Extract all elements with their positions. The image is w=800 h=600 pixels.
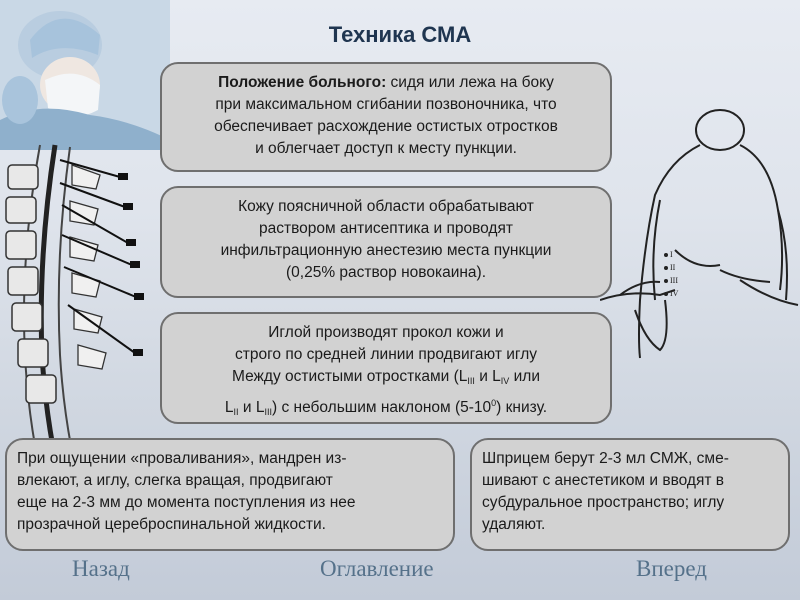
box1-bold-label: Положение больного:	[218, 74, 387, 91]
box3-line-1: Иглой производят прокол кожи и	[268, 324, 504, 341]
box1-line-2: при максимальном сгибании позвоночника, что	[215, 96, 557, 113]
box3-line-3	[172, 366, 600, 392]
box3-sub-l3b: III	[264, 407, 272, 417]
box3-line-4-b: и L	[238, 399, 265, 416]
syringe-injection-box	[470, 438, 790, 551]
box1-line-3: обеспечивает расхождение остистых отростков	[214, 118, 558, 135]
level-label-4: IV	[670, 289, 679, 298]
box2-line-3: инфильтрационную анестезию места пункции	[220, 242, 552, 259]
nav-contents-link[interactable]: Оглавление	[320, 556, 434, 581]
box1-line-4: и облегчает доступ к месту пункции.	[255, 140, 517, 157]
box3-line-3-a: Между остистыми отростками (L	[232, 368, 468, 385]
level-label-1: I	[670, 250, 673, 259]
box2-line-2: раствором антисептика и проводят	[259, 220, 513, 237]
slide-title: Техника СМА	[328, 22, 472, 47]
box4-line-3: еще на 2-3 мм до момента поступления из нее	[17, 494, 356, 511]
box5-line-2: шивают с анестетиком и вводят в	[482, 472, 725, 489]
patient-back-illustration	[600, 100, 800, 360]
box4-line-2: влекают, а иглу, слегка вращая, продвигают	[17, 472, 333, 489]
box1-line-1	[172, 72, 600, 94]
box5-line-4: удаляют.	[482, 516, 546, 533]
level-label-3: III	[670, 276, 678, 285]
box4-line-1: При ощущении «проваливания», мандрен из-	[17, 450, 347, 467]
box4-line-4: прозрачной цереброспинальной жидкости.	[17, 516, 326, 533]
box2-line-1: Кожу поясничной области обрабатывают	[238, 198, 534, 215]
box1-line-1-text: сидя или лежа на боку	[386, 74, 554, 91]
box3-line-4-a: L	[224, 399, 234, 416]
box5-line-1: Шприцем берут 2-3 мл СМЖ, сме-	[482, 450, 729, 467]
box3-line-3-b: и L	[474, 368, 501, 385]
nav-forward-link[interactable]: Вперед	[636, 556, 707, 581]
skin-treatment-box	[160, 186, 612, 298]
patient-position-box	[160, 62, 612, 172]
box3-degree-sup: 0	[491, 398, 497, 408]
box3-sub-l2: II	[233, 407, 239, 417]
box2-line-4: (0,25% раствор новокаина).	[285, 264, 487, 281]
box3-line-3-c: или	[509, 368, 540, 385]
box3-sub-l4: IV	[500, 376, 510, 386]
box3-sub-l3: III	[467, 376, 475, 386]
level-label-2: II	[670, 263, 676, 272]
box3-line-4-c: ) с небольшим наклоном (5-10	[271, 399, 492, 416]
box3-line-4	[172, 392, 600, 423]
needle-puncture-box	[160, 312, 612, 424]
box3-line-4-d: ) книзу.	[496, 399, 548, 416]
box3-line-2: строго по средней линии продвигают иглу	[235, 346, 537, 363]
box5-line-3: субдуральное пространство; иглу	[482, 494, 725, 511]
nav-back-link[interactable]: Назад	[72, 556, 130, 581]
csf-flow-box	[5, 438, 455, 551]
